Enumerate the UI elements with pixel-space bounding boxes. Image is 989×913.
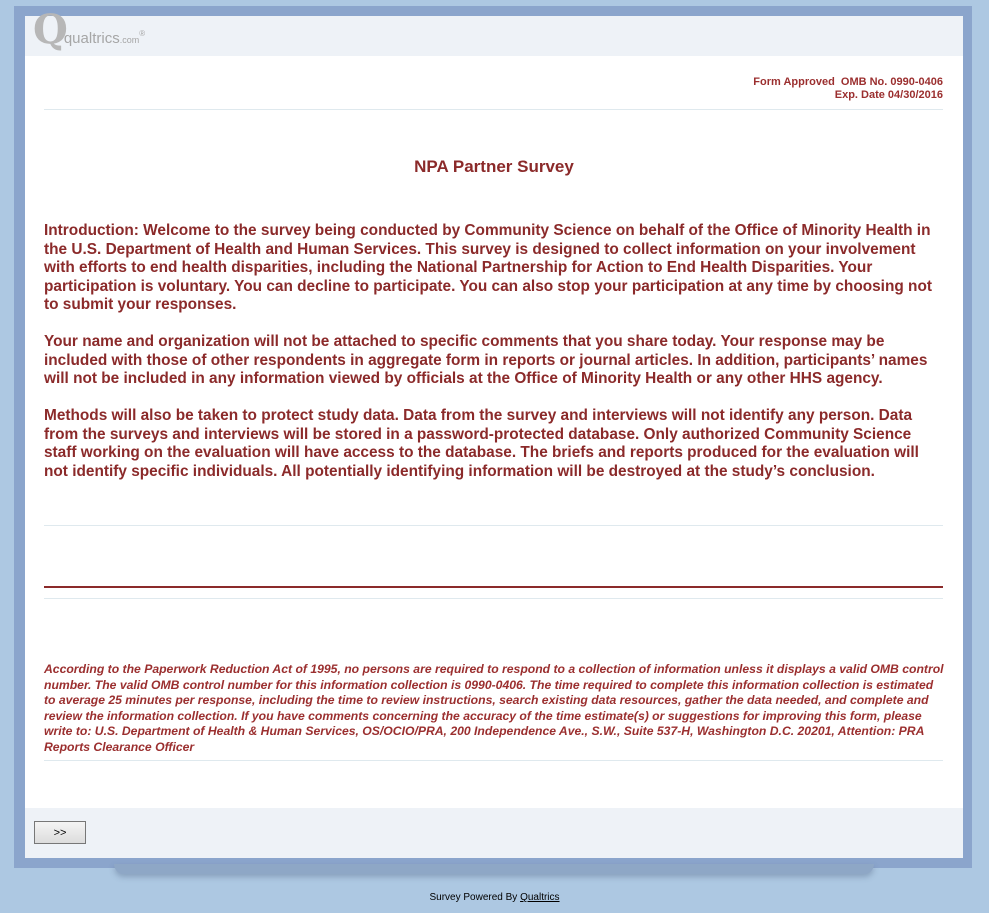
- qualtrics-logo: [33, 6, 146, 53]
- section-rule: [44, 586, 943, 588]
- divider: [44, 598, 943, 599]
- powered-by-text: Survey Powered By: [429, 892, 521, 903]
- omb-number: Form Approved OMB No. 0990-0406: [753, 76, 943, 88]
- logo-letter: Q: [33, 6, 68, 53]
- frame-shadow: [114, 864, 874, 874]
- survey-header: [25, 6, 963, 56]
- logo-word-text: qualtrics: [63, 30, 120, 47]
- pra-notice: According to the Paperwork Reduction Act of 1995, no persons are required to respond to a collection of information unless it displays a valid OMB control number. The valid OMB control number for this information collection is 0990-0406. The time required to complete this information collection is estimated to average 25 minutes per response, including the time to review instructions, search existing data resources, gather the data needed, and complete and review the information collection. If you have comments concerning the accuracy of the time estimate(s) or suggestions for improving this form, please write to: U.S. Department of Health & Human Services, OS/OCIO/PRA, 200 Independence Ave., S.W., Suite 537-H, Washington D.C. 20201, Attention: PRA Reports Clearance Officer: [44, 662, 944, 754]
- intro-paragraph: Introduction: Welcome to the survey being conducted by Community Science on behalf of the Office of Minority Health in the U.S. Department of Health and Human Services. This survey is designed to collect information on your involvement with efforts to end health disparities, including the National Partnership for Action to End Health Disparities. Your participation is voluntary. You can decline to participate. You can also stop your participation at any time by choosing not to submit your responses.: [44, 222, 932, 313]
- data-protection-paragraph: Methods will also be taken to protect study data. Data from the survey and interviews will not identify any person. Data from the surveys and interviews will be stored in a password-protected database. Only authorized Community Science staff working on the evaluation will have access to the database. The briefs and reports produced for the evaluation will not identify specific individuals. All potentially identifying information will be destroyed at the study’s conclusion.: [44, 407, 919, 480]
- divider: [44, 760, 943, 761]
- logo-trademark: ®: [139, 29, 146, 38]
- logo-suffix: .com: [119, 35, 140, 45]
- privacy-paragraph: Your name and organization will not be attached to specific comments that you share today. Your response may be included with those of other respondents in aggregate form in reports or journal articles. In addition, participants’ names will not be included in any information viewed by officials at the Office of Minority Health or any other HHS agency.: [44, 333, 928, 387]
- survey-title: NPA Partner Survey: [414, 157, 574, 176]
- logo-word: [64, 30, 139, 47]
- survey-footer: [25, 808, 963, 858]
- survey-introduction: [44, 222, 946, 500]
- omb-approval: [753, 76, 943, 102]
- powered-by: [0, 892, 989, 903]
- next-button[interactable]: >>: [34, 821, 86, 844]
- qualtrics-link[interactable]: Qualtrics: [520, 892, 560, 903]
- divider: [44, 525, 943, 526]
- survey-card: [25, 6, 963, 858]
- divider: [44, 109, 943, 110]
- omb-expiration: Exp. Date 04/30/2016: [834, 89, 943, 101]
